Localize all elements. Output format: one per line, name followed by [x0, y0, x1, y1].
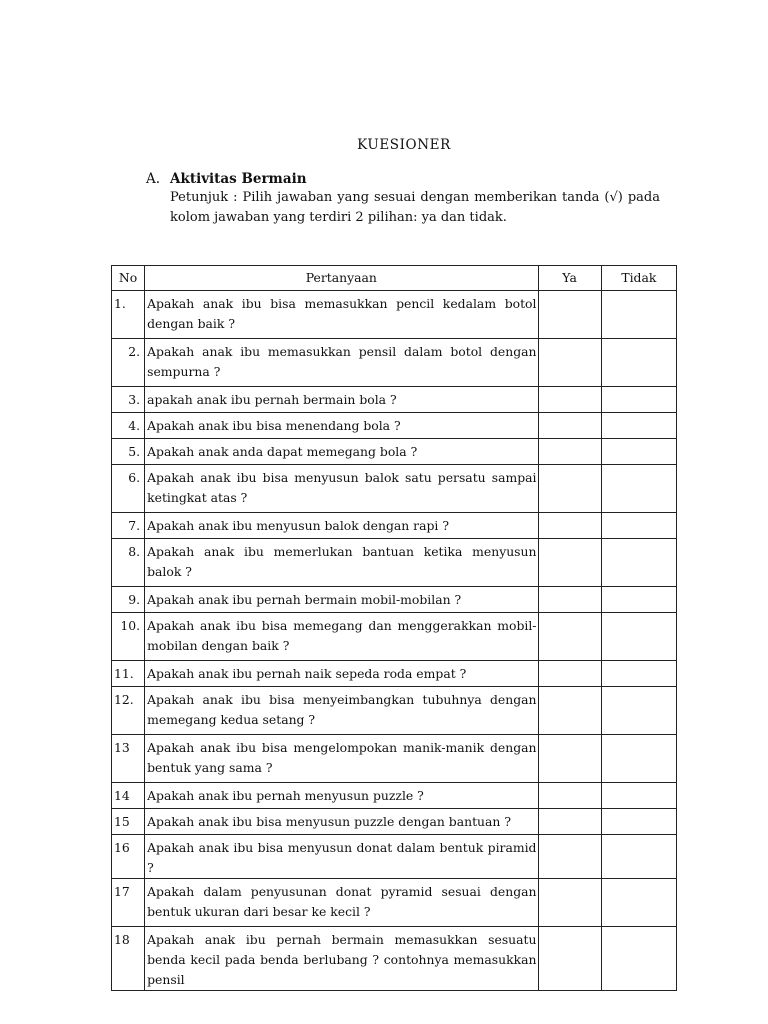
row-question: Apakah anak ibu memerlukan bantuan ketika menyusun balok ?	[145, 539, 538, 587]
answer-tidak-cell[interactable]	[601, 661, 676, 687]
table-row	[112, 613, 677, 661]
answer-tidak-cell[interactable]	[601, 879, 676, 927]
table-row	[112, 413, 677, 439]
answer-tidak-cell[interactable]	[601, 587, 676, 613]
answer-ya-cell[interactable]	[538, 687, 601, 735]
table-row	[112, 587, 677, 613]
answer-ya-cell[interactable]	[538, 661, 601, 687]
answer-ya-cell[interactable]	[538, 587, 601, 613]
row-number: 9.	[112, 587, 145, 613]
answer-tidak-cell[interactable]	[601, 735, 676, 783]
header-ya: Ya	[538, 266, 601, 291]
questionnaire-table	[111, 265, 677, 991]
answer-ya-cell[interactable]	[538, 439, 601, 465]
table-row	[112, 661, 677, 687]
document-title: KUESIONER	[357, 137, 451, 153]
row-number: 4.	[112, 413, 145, 439]
row-question: Apakah anak ibu bisa mengelompokan manik-manik dengan bentuk yang sama ?	[145, 735, 538, 783]
row-number: 13	[112, 735, 145, 783]
answer-tidak-cell[interactable]	[601, 613, 676, 661]
answer-ya-cell[interactable]	[538, 465, 601, 513]
row-number: 5.	[112, 439, 145, 465]
row-number: 11.	[112, 661, 145, 687]
table-row	[112, 735, 677, 783]
row-question: Apakah anak ibu bisa menyeimbangkan tubuhnya dengan memegang kedua setang ?	[145, 687, 538, 735]
answer-ya-cell[interactable]	[538, 783, 601, 809]
answer-ya-cell[interactable]	[538, 539, 601, 587]
table-row	[112, 291, 677, 339]
section-title: Aktivitas Bermain	[170, 171, 307, 187]
answer-ya-cell[interactable]	[538, 513, 601, 539]
table-row	[112, 687, 677, 735]
table-header-row	[112, 266, 677, 291]
answer-ya-cell[interactable]	[538, 879, 601, 927]
row-question: Apakah anak ibu pernah bermain mobil-mobilan ?	[145, 587, 538, 613]
answer-ya-cell[interactable]	[538, 291, 601, 339]
table-row	[112, 439, 677, 465]
row-question: Apakah anak anda dapat memegang bola ?	[145, 439, 538, 465]
row-number: 8.	[112, 539, 145, 587]
section-heading	[146, 171, 307, 187]
row-number: 16	[112, 835, 145, 879]
row-question: Apakah anak ibu bisa memasukkan pencil kedalam botol dengan baik ?	[145, 291, 538, 339]
table-row	[112, 927, 677, 991]
answer-ya-cell[interactable]	[538, 735, 601, 783]
row-question: Apakah anak ibu bisa menendang bola ?	[145, 413, 538, 439]
answer-tidak-cell[interactable]	[601, 291, 676, 339]
row-question: Apakah anak ibu memasukkan pensil dalam botol dengan sempurna ?	[145, 339, 538, 387]
row-question: Apakah anak ibu pernah bermain memasukkan sesuatu benda kecil pada benda berlubang ? contohnya memasukkan pensil	[145, 927, 538, 991]
row-question: apakah anak ibu pernah bermain bola ?	[145, 387, 538, 413]
header-no: No	[112, 266, 145, 291]
header-question: Pertanyaan	[145, 266, 538, 291]
row-question: Apakah anak ibu pernah menyusun puzzle ?	[145, 783, 538, 809]
row-number: 2.	[112, 339, 145, 387]
answer-tidak-cell[interactable]	[601, 783, 676, 809]
answer-tidak-cell[interactable]	[601, 413, 676, 439]
row-number: 12.	[112, 687, 145, 735]
answer-ya-cell[interactable]	[538, 927, 601, 991]
table-row	[112, 339, 677, 387]
answer-tidak-cell[interactable]	[601, 809, 676, 835]
table-row	[112, 465, 677, 513]
table-row	[112, 809, 677, 835]
answer-ya-cell[interactable]	[538, 613, 601, 661]
table-row	[112, 513, 677, 539]
row-question: Apakah dalam penyusunan donat pyramid sesuai dengan bentuk ukuran dari besar ke kecil ?	[145, 879, 538, 927]
row-question: Apakah anak ibu bisa menyusun balok satu persatu sampai ketingkat atas ?	[145, 465, 538, 513]
row-number: 7.	[112, 513, 145, 539]
row-question: Apakah anak ibu pernah naik sepeda roda empat ?	[145, 661, 538, 687]
row-question: Apakah anak ibu bisa memegang dan menggerakkan mobil-mobilan dengan baik ?	[145, 613, 538, 661]
row-number: 14	[112, 783, 145, 809]
table-row	[112, 783, 677, 809]
row-number: 1.	[112, 291, 145, 339]
answer-tidak-cell[interactable]	[601, 387, 676, 413]
row-number: 3.	[112, 387, 145, 413]
answer-tidak-cell[interactable]	[601, 927, 676, 991]
answer-ya-cell[interactable]	[538, 387, 601, 413]
instructions-text: Petunjuk : Pilih jawaban yang sesuai dengan memberikan tanda (√) pada kolom jawaban yang terdiri 2 pilihan: ya dan tidak.	[170, 190, 660, 225]
answer-tidak-cell[interactable]	[601, 835, 676, 879]
answer-tidak-cell[interactable]	[601, 539, 676, 587]
table-row	[112, 835, 677, 879]
answer-ya-cell[interactable]	[538, 835, 601, 879]
row-number: 17	[112, 879, 145, 927]
answer-tidak-cell[interactable]	[601, 439, 676, 465]
row-question: Apakah anak ibu menyusun balok dengan rapi ?	[145, 513, 538, 539]
row-number: 6.	[112, 465, 145, 513]
table-row	[112, 879, 677, 927]
table-row	[112, 539, 677, 587]
row-question: Apakah anak ibu bisa menyusun puzzle dengan bantuan ?	[145, 809, 538, 835]
answer-ya-cell[interactable]	[538, 809, 601, 835]
answer-tidak-cell[interactable]	[601, 465, 676, 513]
row-number: 15	[112, 809, 145, 835]
header-tidak: Tidak	[601, 266, 676, 291]
row-question: Apakah anak ibu bisa menyusun donat dalam bentuk piramid ?	[145, 835, 538, 879]
answer-ya-cell[interactable]	[538, 339, 601, 387]
table-row	[112, 387, 677, 413]
row-number: 10.	[112, 613, 145, 661]
section-letter: A.	[146, 171, 161, 187]
answer-ya-cell[interactable]	[538, 413, 601, 439]
answer-tidak-cell[interactable]	[601, 339, 676, 387]
answer-tidak-cell[interactable]	[601, 687, 676, 735]
answer-tidak-cell[interactable]	[601, 513, 676, 539]
row-number: 18	[112, 927, 145, 991]
